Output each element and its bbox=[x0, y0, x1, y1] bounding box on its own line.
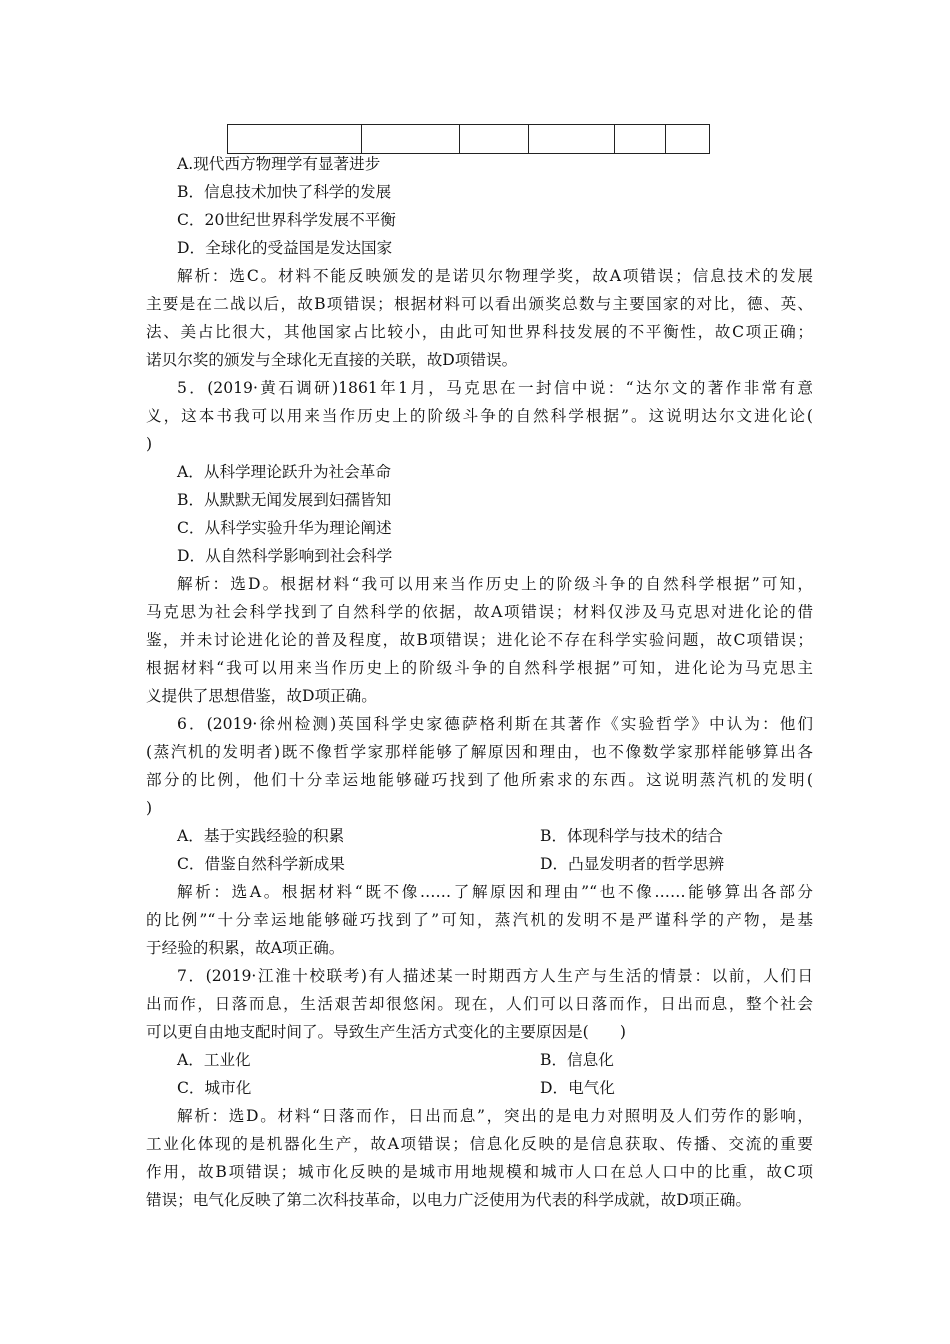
q5-option-d: D．从自然科学影响到社会科学 bbox=[177, 547, 393, 565]
table-row bbox=[228, 125, 710, 154]
q5-stem-line: 5．(2019·黄石调研)1861年1月，马克思在一封信中说：“达尔文的著作非常有意 bbox=[177, 379, 813, 397]
q5-analysis-line: 根据材料“我可以用来当作历史上的阶级斗争的自然科学根据”可知，进化论为马克思主 bbox=[146, 659, 813, 677]
q4-analysis-line: 解析：选C。材料不能反映颁发的是诺贝尔物理学奖，故A项错误；信息技术的发展 bbox=[177, 267, 813, 285]
table-cell bbox=[666, 125, 710, 154]
q5-option-c: C．从科学实验升华为理论阐述 bbox=[177, 519, 392, 537]
q7-stem-line: 出而作，日落而息，生活艰苦却很悠闲。现在，人们可以日落而作，日出而息，整个社会 bbox=[146, 995, 813, 1013]
q4-option-a: A.现代西方物理学有显著进步 bbox=[177, 155, 381, 173]
q7-option-a: A．工业化 bbox=[177, 1051, 251, 1069]
q6-stem-line: ) bbox=[146, 799, 153, 817]
q7-analysis-line: 工业化体现的是机器化生产，故A项错误；信息化反映的是信息获取、传播、交流的重要 bbox=[146, 1135, 813, 1153]
q7-analysis-line: 解析：选D。材料“日落而作，日出而息”，突出的是电力对照明及人们劳作的影响， bbox=[177, 1107, 813, 1125]
q7-stem-line: 7．(2019·江淮十校联考)有人描述某一时期西方人生产与生活的情景：以前，人们日 bbox=[177, 967, 813, 985]
q6-stem-line: 部分的比例，他们十分幸运地能够碰巧找到了他所索求的东西。这说明蒸汽机的发明( bbox=[146, 771, 813, 789]
q5-option-b: B．从默默无闻发展到妇孺皆知 bbox=[177, 491, 392, 509]
q5-option-a: A．从科学理论跃升为社会革命 bbox=[177, 463, 391, 481]
q7-stem-line: 可以更自由地支配时间了。导致生产生活方式变化的主要原因是( ) bbox=[146, 1023, 626, 1041]
table-cell bbox=[615, 125, 666, 154]
data-table bbox=[227, 124, 710, 154]
q7-option-d: D．电气化 bbox=[540, 1079, 615, 1097]
q5-analysis-line: 马克思为社会科学找到了自然科学的依据，故A项错误；材料仅涉及马克思对进化论的借 bbox=[146, 603, 813, 621]
q6-stem-line: (蒸汽机的发明者)既不像哲学家那样能够了解原因和理由，也不像数学家那样能够算出各 bbox=[146, 743, 813, 761]
q6-option-d: D．凸显发明者的哲学思辨 bbox=[540, 855, 725, 873]
q5-stem-line: 义，这本书我可以用来当作历史上的阶级斗争的自然科学根据”。这说明达尔文进化论( bbox=[146, 407, 813, 425]
q6-analysis-line: 于经验的积累，故A项正确。 bbox=[146, 939, 345, 957]
q5-stem-line: ) bbox=[146, 435, 153, 453]
q6-analysis-line: 的比例”“十分幸运地能够碰巧找到了”可知，蒸汽机的发明不是严谨科学的产物，是基 bbox=[146, 911, 813, 929]
table-cell bbox=[228, 125, 362, 154]
q6-option-a: A．基于实践经验的积累 bbox=[177, 827, 345, 845]
q4-analysis-line: 主要是在二战以后，故B项错误；根据材料可以看出颁奖总数与主要国家的对比，德、英、 bbox=[146, 295, 813, 313]
table-cell bbox=[529, 125, 615, 154]
q6-analysis-line: 解析：选A。根据材料“既不像……了解原因和理由”“也不像……能够算出各部分 bbox=[177, 883, 813, 901]
q4-analysis-line: 法、美占比很大，其他国家占比较小，由此可知世界科技发展的不平衡性，故C项正确； bbox=[146, 323, 813, 341]
q5-analysis-line: 解析：选D。根据材料“我可以用来当作历史上的阶级斗争的自然科学根据”可知， bbox=[177, 575, 813, 593]
q7-option-c: C．城市化 bbox=[177, 1079, 252, 1097]
q7-analysis-line: 作用，故B项错误；城市化反映的是城市用地规模和城市人口在总人口中的比重，故C项 bbox=[146, 1163, 813, 1181]
q6-option-b: B．体现科学与技术的结合 bbox=[540, 827, 723, 845]
q4-analysis-line: 诺贝尔奖的颁发与全球化无直接的关联，故D项错误。 bbox=[146, 351, 518, 369]
table-cell bbox=[460, 125, 529, 154]
q7-option-b: B．信息化 bbox=[540, 1051, 614, 1069]
q7-analysis-line: 错误；电气化反映了第二次科技革命，以电力广泛使用为代表的科学成就，故D项正确。 bbox=[146, 1191, 752, 1209]
q5-analysis-line: 鉴，并未讨论进化论的普及程度，故B项错误；进化论不存在科学实验问题，故C项错误； bbox=[146, 631, 813, 649]
q4-option-b: B．信息技术加快了科学的发展 bbox=[177, 183, 392, 201]
q5-analysis-line: 义提供了思想借鉴，故D项正确。 bbox=[146, 687, 377, 705]
table-cell bbox=[362, 125, 460, 154]
q4-option-c: C．20世纪世界科学发展不平衡 bbox=[177, 211, 396, 229]
q6-option-c: C．借鉴自然科学新成果 bbox=[177, 855, 345, 873]
q4-option-d: D．全球化的受益国是发达国家 bbox=[177, 239, 393, 257]
q6-stem-line: 6．(2019·徐州检测)英国科学史家德萨格利斯在其著作《实验哲学》中认为：他们 bbox=[177, 715, 813, 733]
